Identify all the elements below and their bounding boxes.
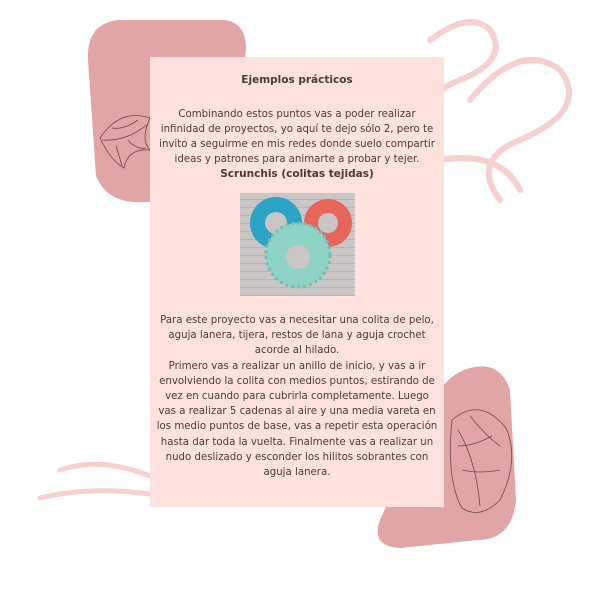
materials-paragraph: Para este proyecto vas a necesitar una colita de pelo, aguja lanera, tijera, restos de lana y aguja crochet acorde al hilado. [160,315,434,357]
line-swirl-bottom-left [40,464,150,498]
line-swirl-top-right [430,22,569,200]
project-title: Scrunchis (colitas tejidas) [220,168,374,180]
crochet-scrunchies-photo [240,193,355,296]
section-title: Ejemplos prácticos [241,74,353,86]
instructions-paragraph: Primero vas a realizar un anillo de inicio, y vas a ir envolviendo la colita con medios puntos, estirando de vez en cuando para cubrirla completamente. Luego vas a realizar 5 cadenas al aire y una media vareta en los medio puntos de base, vas a repetir esta operación hasta dar toda la vuelta. Finalmente vas a realizar un nudo deslizado y esconder los hilitos sobrantes con aguja lanera. [156,360,438,479]
intro-paragraph: Combinando estos puntos vas a poder realizar infinidad de proyectos, yo aquí te dejo sólo 2, pero te invito a seguirme en mis redes donde suelo compartir ideas y patrones para animarte a probar y tejer. [159,109,435,165]
content-card [150,57,444,507]
